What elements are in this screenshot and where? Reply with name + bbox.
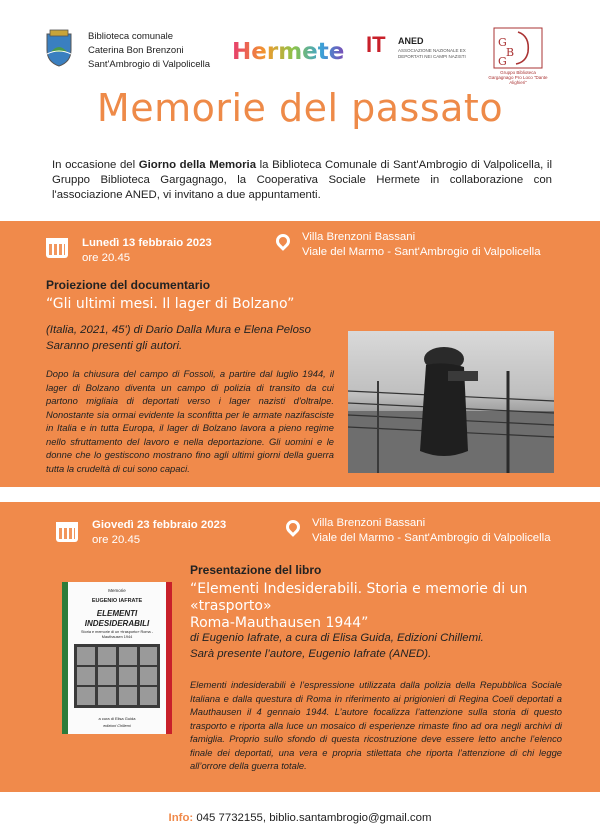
gbg-caption: Gruppo Biblioteca Gargagnago Pro Loco "Dante Alighieri" [488,70,548,85]
library-name [88,30,210,72]
event-1-date [82,236,212,266]
book-cover [62,582,172,734]
page-title: Memorie del passato [96,86,504,130]
intro-paragraph [52,158,552,203]
book-title-line-1: ELEMENTI [96,609,138,618]
info-contact: 045 7732155, biblio.santambrogio@gmail.com [193,812,432,824]
calendar-icon [56,522,78,542]
event-2-title-line-2: Roma-Mauthausen 1944” [190,615,369,631]
intro-text-2: la Biblioteca Comunale di Sant'Ambrogio di Valpolicella, il Gruppo Biblioteca Gargagnago, la Cooperativa Sociale Hermete in collaborazione con l'associazione ANED, vi invitano a due appuntamenti. [52,159,552,201]
event-2-meta-line-1: di Eugenio Iafrate, a cura di Elisa Guida, Edizioni Chillemi. [190,632,484,644]
gbg-emblem-icon [488,26,548,70]
calendar-icon [46,238,68,258]
hermete-logo [232,38,344,64]
svg-text:G: G [498,36,507,49]
info-footer [0,812,600,824]
event-1-location [302,230,541,260]
library-line-2: Caterina Bon Brenzoni [88,45,184,56]
aned-mark: IT [366,32,386,57]
book-publisher: edizioni Chillemi [103,724,131,728]
aned-logo [366,32,476,72]
intro-bold: Giorno della Memoria [138,159,257,171]
library-line-1: Biblioteca comunale [88,31,174,42]
event-1-date-text: Lunedì 13 febbraio 2023 [82,237,212,249]
intro-text-1: In occasione del [52,159,139,171]
event-2-meta-line-2: Sarà presente l’autore, Eugenio Iafrate (ANED). [190,648,432,660]
event-1-meta-line-2: Saranno presenti gli autori. [46,340,183,352]
library-line-3: Sant'Ambrogio di Valpolicella [88,59,211,70]
event-1-time: ore 20.45 [82,252,131,264]
event-1-title: “Gli ultimi mesi. Il lager di Bolzano” [46,296,295,312]
event-1-meta [46,322,311,354]
event-1-meta-line-1: (Italia, 2021, 45') di Dario Dalla Mura e Elena Peloso [46,324,311,336]
event-2-address: Viale del Marmo - Sant'Ambrogio di Valpolicella [312,532,551,544]
event-1-venue: Villa Brenzoni Bassani [302,231,416,243]
gbg-logo [488,26,548,85]
book-author: EUGENIO IAFRATE [91,598,143,604]
book-series: Memorie [108,588,126,593]
event-1-address: Viale del Marmo - Sant'Ambrogio di Valpolicella [302,246,541,258]
soldier-barbed-wire-image [348,331,554,473]
event-2-title-line-1: “Elementi Indesiderabili. Storia e memorie di un «trasporto» [190,581,528,614]
page-header [0,0,600,90]
documentary-photo [348,331,554,473]
event-2-location [312,516,551,546]
event-2-meta [190,630,484,662]
event-2-date [92,518,226,548]
municipal-crest-logo [44,28,74,68]
book-portraits-image [74,644,160,708]
svg-text:Hermete: Hermete [232,39,344,64]
svg-text:G: G [498,55,507,68]
event-2-time: ore 20.45 [92,534,141,546]
event-2-description: Elementi indesiderabili è l’espressione utilizzata dalla polizia della Repubblica Sociale Italiana e dalla questura di Roma in riferimento ai prigionieri di Regina Coeli deportati a Mauthausen il 4 gennaio 1944. L’autore focalizza l’attenzione sulla storia di questo trasporto e riporta alla luce un mosaico di esperienze rimaste fino ad ora negli archivi di famiglia. Proprio sullo sfondo di questa ricostruzione deve essere letto anche l’elenco finale dei deportati, una vera e propria stilettata che riporta l’attenzione di chi legge all’orrore della guerra totale. [190,679,562,771]
book-curator: a cura di Elisa Guida [98,716,136,721]
event-2-type: Presentazione del libro [190,563,322,577]
aned-subtitle: ASSOCIAZIONE NAZIONALE EX DEPORTATI NEI CAMPI NAZISTI [398,48,466,59]
info-label: Info: [168,812,194,824]
book-title-line-2: INDESIDERABILI [84,619,150,628]
event-1-type: Proiezione del documentario [46,278,211,292]
aned-name: ANED [398,36,424,46]
event-2-date-text: Giovedì 23 febbraio 2023 [92,519,227,531]
book-subtitle: Storia e memorie di un «trasporto» Roma - Mauthausen 1944 [81,630,153,639]
svg-text:B: B [506,46,515,59]
event-2-title [190,581,570,632]
event-1-description: Dopo la chiusura del campo di Fossoli, a partire dal luglio 1944, il lager di Bolzano diventa un campo di polizia di transito da cui partono migliaia di deportati verso i lager nazisti d'oltralpe. Nonostante sia ormai evidente la sconfitta per le armate nazifasciste in Italia e in tutta Europa, il lager di Bolzano lavora a pieno regime nello sfruttamento del lavoro e nella deportazione. Gli uomini e le donne che lo gestiscono mostrano fino agli ultimi giorni della guerra tutta la crudeltà di cui sono capaci. [46,368,334,474]
event-2-venue: Villa Brenzoni Bassani [312,517,426,529]
